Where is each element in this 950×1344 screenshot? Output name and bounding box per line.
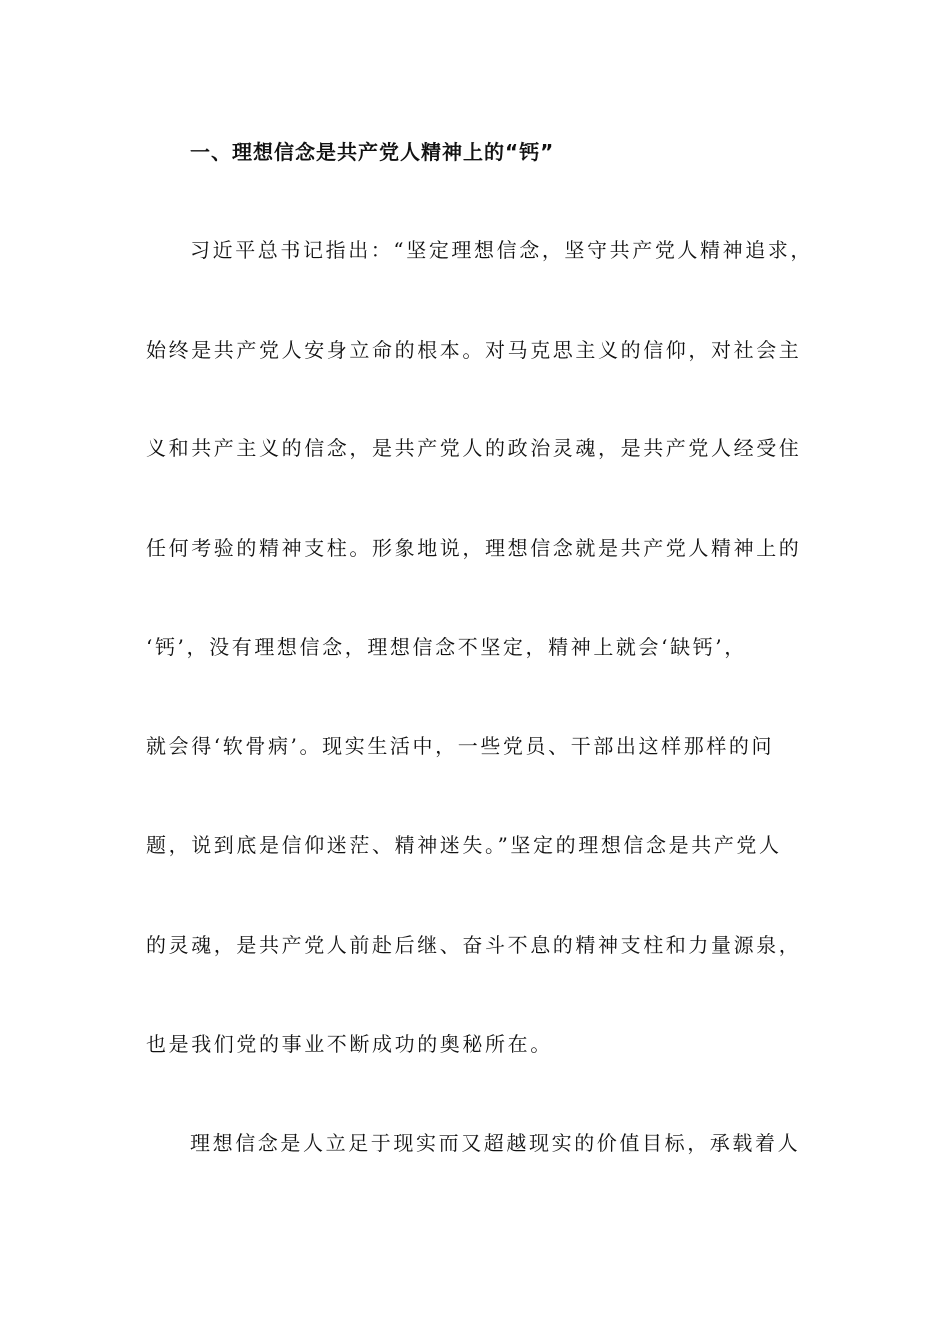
paragraph-line: 题，说到底是信仰迷茫、精神迷失。”坚定的理想信念是共产党人 xyxy=(146,833,782,857)
paragraph-line: 的灵魂，是共产党人前赴后继、奋斗不息的精神支柱和力量源泉， xyxy=(146,933,802,957)
paragraph-line: 也是我们党的事业不断成功的奥秘所在。 xyxy=(146,1032,553,1056)
paragraph-line: 任何考验的精神支柱。形象地说，理想信念就是共产党人精神上的 xyxy=(146,536,802,560)
paragraph-line: 理想信念是人立足于现实而又超越现实的价值目标，承载着人 xyxy=(190,1131,801,1155)
paragraph-line: 义和共产主义的信念，是共产党人的政治灵魂，是共产党人经受住 xyxy=(146,436,802,460)
section-heading: 一、理想信念是共产党人精神上的“钙” xyxy=(190,140,555,164)
paragraph-line: 就会得‘软骨病’。现实生活中，一些党员、干部出这样那样的问 xyxy=(146,734,775,758)
paragraph-line: 始终是共产党人安身立命的根本。对马克思主义的信仰，对社会主 xyxy=(146,338,802,362)
paragraph-line: 习近平总书记指出：“坚定理想信念，坚守共产党人精神追求， xyxy=(190,238,814,262)
paragraph-line: ‘钙’，没有理想信念，理想信念不坚定，精神上就会‘缺钙’， xyxy=(146,635,747,659)
